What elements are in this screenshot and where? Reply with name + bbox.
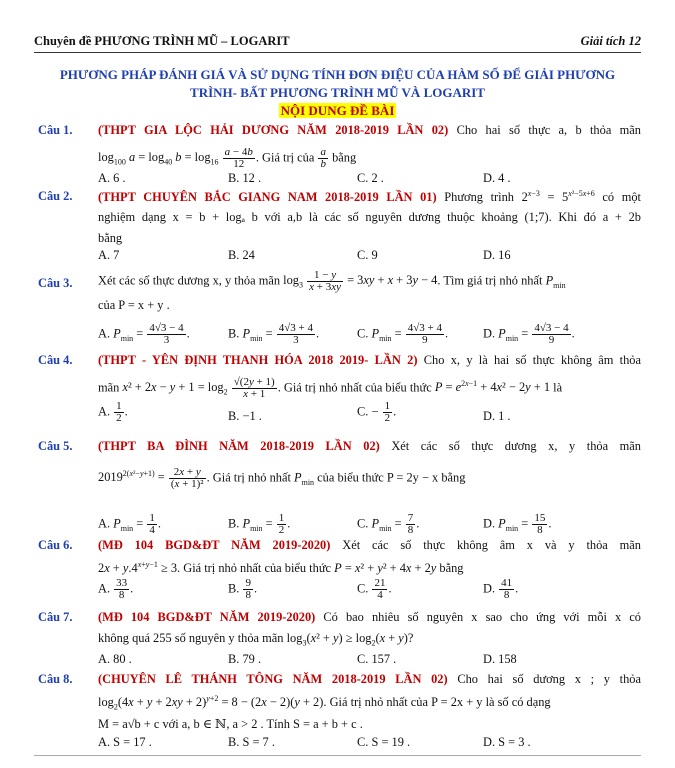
q1-text-2a: . Giá trị của bbox=[255, 150, 315, 165]
q6-text: Xét các số thực không âm x và y thỏa mãn bbox=[342, 538, 641, 552]
q1-option-a: A. 6 . bbox=[98, 171, 126, 185]
q2-line-1 bbox=[98, 189, 641, 205]
q4-option-d: D. 1 . bbox=[483, 409, 511, 423]
q6-option-a: A. $\frac{33}{8}$ . bbox=[98, 577, 134, 601]
q6-text-2a: . Giá trị nhỏ nhất của biểu thức bbox=[177, 561, 332, 576]
q6-option-d-label: D. bbox=[483, 581, 496, 596]
q7-line-2 bbox=[98, 631, 641, 647]
q5-label: Câu 5. bbox=[38, 439, 73, 453]
section-heading bbox=[0, 103, 675, 119]
q4-option-b: B. −1 . bbox=[228, 409, 262, 423]
q5-option-b: B. $P_{min}$ = $\frac{1}{2}$ . bbox=[228, 512, 291, 536]
q5-text: Xét các số thực dương x, y thỏa mãn bbox=[391, 439, 641, 453]
q2-source: (THPT CHUYÊN BẮC GIANG NAM 2018-2019 LẦN 01) bbox=[98, 190, 437, 205]
q6-equation: $2x + y.4^{x+y-1} \ge 3$ bbox=[98, 560, 178, 576]
q1-label: Câu 1. bbox=[38, 123, 73, 137]
q6-option-b: B. $\frac{9}{8}$ . bbox=[228, 577, 258, 601]
q1-source: (THPT GIA LỘC HẢI DƯƠNG NĂM 2018-2019 LẦN 02) bbox=[98, 123, 449, 137]
q5-equation: $2019^{2(x^2-y+1)}$ = $\frac{2x + y}{\text{(x + 1)²}}$ bbox=[98, 466, 204, 490]
q7-equation: $\log_3(x^2 + y) \ge \log_2(x + y)$? bbox=[286, 631, 414, 648]
q5-option-c: C. $P_{min}$ = $\frac{7}{8}$ . bbox=[357, 512, 420, 536]
q3-label: Câu 3. bbox=[38, 276, 73, 290]
q8-line-1 bbox=[98, 672, 641, 687]
q7-option-c: C. 157 . bbox=[357, 652, 397, 666]
q5-line-2: $2019^{2(x^2-y+1)}$ = $\frac{2x + y}{\text{(x + 1)²}}$ . Giá trị nhỏ nhất $P_{min}$ của biểu thức P = 2y − x bằng bbox=[98, 466, 466, 490]
footer-rule bbox=[34, 755, 641, 756]
q7-line-1 bbox=[98, 610, 641, 625]
q5-option-b-label: B. bbox=[228, 516, 240, 531]
q4-text-2b: . Giá trị nhỏ nhất của biểu thức bbox=[277, 380, 432, 395]
q4-expression: $P = e^{2x-1} + 4x^2 - 2y + 1$ bbox=[434, 379, 551, 395]
q4-line-2 bbox=[98, 377, 641, 400]
q7-option-d: D. 158 bbox=[483, 652, 517, 666]
q4-line-1 bbox=[98, 353, 641, 368]
q6-source: (MĐ 104 BGD&ĐT NĂM 2019-2020) bbox=[98, 538, 331, 552]
q3-option-b-label: B. bbox=[228, 326, 240, 341]
q5-source: (THPT BA ĐÌNH NĂM 2018-2019 LẦN 02) bbox=[98, 439, 380, 453]
q2-text-1b: có một bbox=[602, 190, 641, 205]
q8-option-c: C. S = 19 . bbox=[357, 735, 411, 749]
q8-line-3: M = a√b + c với a, b ∈ ℕ, a > 2 . Tính S = a + b + c . bbox=[98, 717, 363, 731]
q2-line-2: nghiệm dạng x = b + logₐ b với a,b là các số nguyên dương thuộc khoảng (1;7). Khi đó a + 2b bbox=[98, 210, 641, 224]
q6-option-c-label: C. bbox=[357, 581, 369, 596]
q7-source: (MĐ 104 BGD&ĐT NĂM 2019-2020) bbox=[98, 610, 316, 624]
q4-option-a-label: A. bbox=[98, 404, 111, 419]
q4-text-2a: mãn bbox=[98, 380, 120, 395]
q6-text-2b: bằng bbox=[439, 561, 464, 576]
q1-line-2 bbox=[98, 147, 641, 170]
q7-text: Có bao nhiêu số nguyên x sao cho ứng với mỗi x có bbox=[323, 610, 642, 624]
q8-line-2 bbox=[98, 694, 641, 712]
q4-option-c: C. − $\frac{1}{2}$ . bbox=[357, 400, 397, 424]
q4-option-c-label: C. bbox=[357, 404, 369, 419]
q3-option-b: B. $P_{min}$ = $\frac{4√3 + 4}{3}$ . bbox=[228, 322, 320, 346]
q1-line-1 bbox=[98, 123, 641, 138]
q5-text-2b: của biểu thức P = 2y − x bằng bbox=[317, 470, 466, 485]
q6-line-1 bbox=[98, 538, 641, 553]
q6-option-c: C. $\frac{21}{4}$ . bbox=[357, 577, 392, 601]
q4-text-2c: là bbox=[553, 380, 563, 395]
q5-option-d-label: D. bbox=[483, 516, 496, 531]
q5-option-a-label: A. bbox=[98, 516, 111, 531]
q6-label: Câu 6. bbox=[38, 538, 73, 552]
q3-text-1a: Xét các số thực dương x, y thỏa mãn bbox=[98, 273, 281, 288]
q3-option-a-label: A. bbox=[98, 326, 111, 341]
q3-option-c: C. $P_{min}$ = $\frac{4√3 + 4}{9}$ . bbox=[357, 322, 449, 346]
q8-label: Câu 8. bbox=[38, 672, 73, 686]
q3-equation: $\log_3$ $\frac{1 - y}{x + 3xy}$ = 3xy + x + 3y − 4 bbox=[283, 269, 438, 293]
q1-text-2b: bằng bbox=[332, 150, 357, 165]
q3-option-c-label: C. bbox=[357, 326, 369, 341]
q2-option-a: A. 7 bbox=[98, 248, 120, 262]
document-title-line-2: TRÌNH- BẤT PHƯƠNG TRÌNH MŨ VÀ LOGARIT bbox=[190, 85, 485, 100]
q4-label: Câu 4. bbox=[38, 353, 73, 367]
q3-option-d-label: D. bbox=[483, 326, 496, 341]
q5-option-a: A. $P_{min}$ = $\frac{1}{4}$ . bbox=[98, 512, 161, 536]
q7-label: Câu 7. bbox=[38, 610, 73, 624]
q6-option-b-label: B. bbox=[228, 581, 240, 596]
q4-source: (THPT - YÊN ĐỊNH THANH HÓA 2018 2019- LẦN 2) bbox=[98, 353, 418, 367]
q7-option-b: B. 79 . bbox=[228, 652, 262, 666]
q3-line-2: của P = x + y . bbox=[98, 298, 170, 312]
q4-text: Cho x, y là hai số thực không âm thỏa bbox=[423, 353, 642, 367]
q3-line-1: Xét các số thực dương x, y thỏa mãn $\log_3$ $\frac{1 - y}{x + 3xy}$ = 3xy + x + 3y − 4. Tìm giá trị nhỏ nhất $P_{min}$ bbox=[98, 269, 566, 293]
q1-text: Cho hai số thực a, b thỏa mãn bbox=[456, 123, 641, 137]
q6-line-2 bbox=[98, 560, 641, 576]
section-heading-text: NỘI DUNG ĐỀ BÀI bbox=[280, 103, 395, 118]
header-topic: Chuyên đề PHƯƠNG TRÌNH MŨ – LOGARIT bbox=[34, 34, 290, 48]
header-subject: Giải tích 12 bbox=[580, 34, 641, 48]
q2-option-b: B. 24 bbox=[228, 248, 255, 262]
q6-option-d: D. $\frac{41}{8}$ . bbox=[483, 577, 519, 601]
q1-option-d: D. 4 . bbox=[483, 171, 511, 185]
q8-text-2: . Giá trị nhỏ nhất của P = 2x + y là số có dạng bbox=[323, 695, 551, 710]
q3-option-a: A. $P_{min}$ = $\frac{4√3 - 4}{3}$ . bbox=[98, 322, 190, 346]
q3-option-d: D. $P_{min}$ = $\frac{4√3 - 4}{9}$ . bbox=[483, 322, 575, 346]
q8-equation: $\log_2(4x + y + 2xy + 2)^{y+2} = 8 - (2x - 2)(y + 2)$ bbox=[98, 694, 324, 712]
q8-source: (CHUYÊN LÊ THÁNH TÔNG NĂM 2018-2019 LẦN 02) bbox=[98, 672, 448, 686]
q2-equation: $2^{x-3} = 5^{x^2-5x+6}$ bbox=[521, 189, 595, 205]
q8-option-a: A. S = 17 . bbox=[98, 735, 152, 749]
q8-text: Cho hai số dương x ; y thỏa bbox=[457, 672, 641, 686]
q2-text-1a: Phương trình bbox=[444, 190, 514, 205]
q4-equation: $x^2 + 2x - y + 1 = \log_2$ $\frac{√(2y + 1)}{x + 1}$ bbox=[122, 376, 275, 400]
q5-line-1 bbox=[98, 439, 641, 454]
q5-option-c-label: C. bbox=[357, 516, 369, 531]
q5-text-2a: . Giá trị nhỏ nhất bbox=[206, 470, 291, 485]
q7-text-2: không quá 255 số nguyên y thỏa mãn bbox=[98, 631, 284, 645]
q6-expression: P = x² + y² + 4x + 2y bbox=[334, 561, 437, 576]
q2-line-3: bằng bbox=[98, 231, 123, 245]
q8-option-b: B. S = 7 . bbox=[228, 735, 275, 749]
q1-ratio: $\frac{a}{b}$ bbox=[320, 146, 326, 170]
q5-option-d: D. $P_{min}$ = $\frac{15}{8}$ . bbox=[483, 512, 552, 536]
q2-option-c: C. 9 bbox=[357, 248, 378, 262]
q8-option-d: D. S = 3 . bbox=[483, 735, 531, 749]
q1-option-b: B. 12 . bbox=[228, 171, 262, 185]
q3-text-1b: . Tìm giá trị nhỏ nhất bbox=[437, 273, 543, 288]
page-header bbox=[34, 34, 641, 53]
q4-option-a: A. $\frac{1}{2}$ . bbox=[98, 400, 128, 424]
q1-equation: $\log_{100} a = \log_{40} b = \log_{16}$ $\frac{a - 4b}{12}$ bbox=[98, 146, 253, 170]
q2-option-d: D. 16 bbox=[483, 248, 511, 262]
q2-label: Câu 2. bbox=[38, 189, 73, 203]
q7-option-a: A. 80 . bbox=[98, 652, 132, 666]
document-title-line-1: PHƯƠNG PHÁP ĐÁNH GIÁ VÀ SỬ DỤNG TÍNH ĐƠN ĐIỆU CỦA HÀM SỐ ĐỂ GIẢI PHƯƠNG bbox=[59, 67, 616, 82]
q6-option-a-label: A. bbox=[98, 581, 111, 596]
q1-option-c: C. 2 . bbox=[357, 171, 384, 185]
